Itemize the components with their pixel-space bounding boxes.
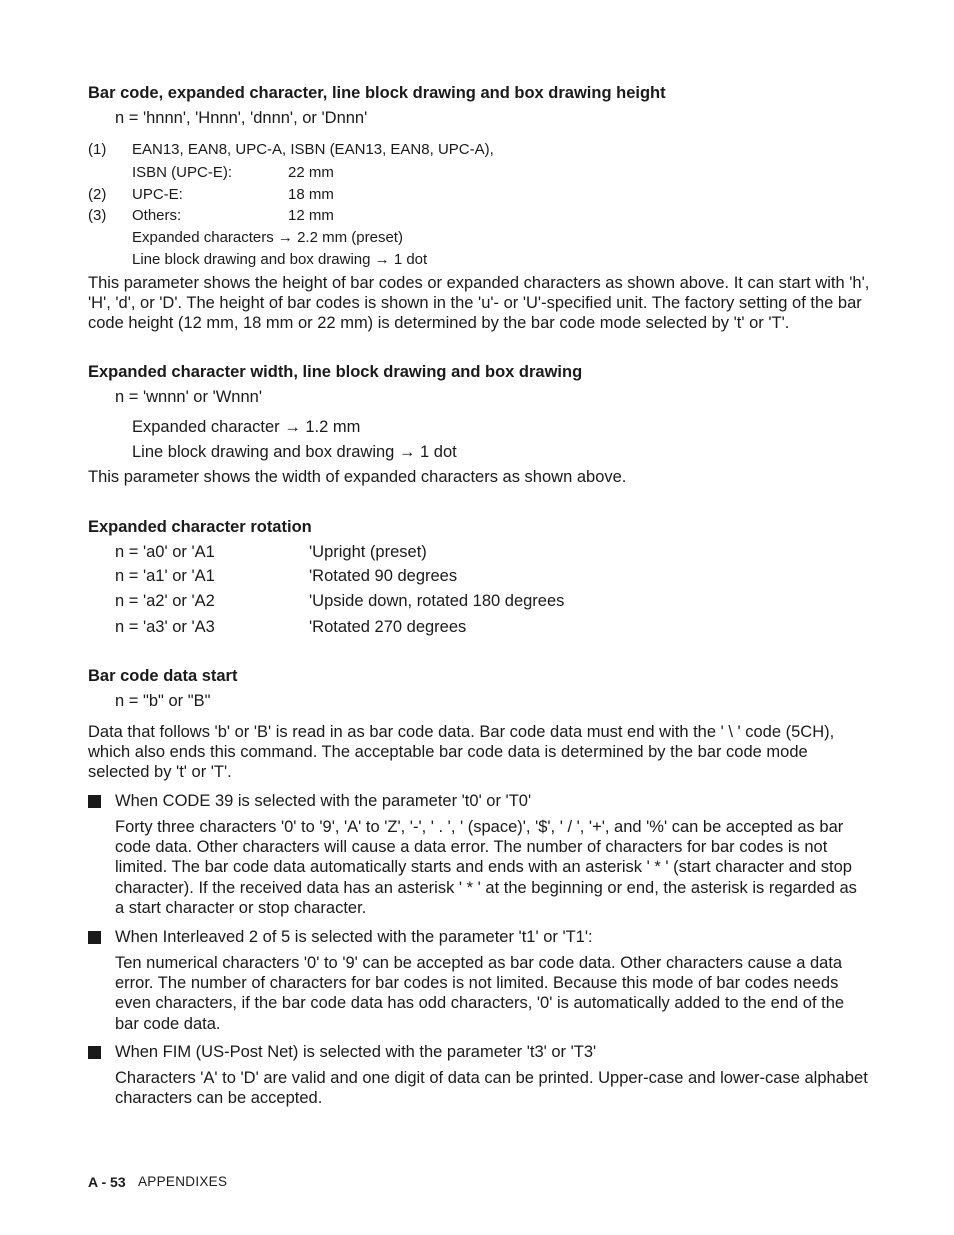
data-start-description: Data that follows 'b' or 'B' is read in as bar code data. Bar code data must end with the ' \ ' code (5CH), which also ends this command. The acceptable bar code data is determined by the bar code mode selected by 't' or 'T'. [88, 723, 835, 782]
rotation-desc: 'Rotated 270 degrees [309, 618, 467, 636]
width-description: This parameter shows the width of expanded characters as shown above. [88, 468, 627, 486]
height-description: This parameter shows the height of bar codes or expanded characters as shown above. It can start with 'h', 'H', 'd', or 'D'. The height of bar codes is shown in the 'u'- or 'U'-specified unit. The factory setting of the bar code height (12 mm, 18 mm or 22 mm) is determined by the bar code mode selected by 't' or 'T'. [88, 274, 870, 333]
item-label: EAN13, EAN8, UPC-A, ISBN (EAN13, EAN8, UPC-A), [132, 141, 494, 158]
square-bullet-icon [88, 931, 101, 944]
n-syntax-width: n = 'wnnn' or 'Wnnn' [115, 388, 262, 406]
item-number: (3) [88, 207, 107, 224]
line-width-note: Line block drawing and box drawing → 1 dot [132, 443, 457, 461]
n-syntax-height: n = 'hnnn', 'Hnnn', 'dnnn', or 'Dnnn' [115, 109, 368, 127]
bullet-body-interleaved: Ten numerical characters '0' to '9' can be accepted as bar code data. Other characters cause a data error. The number of characters for bar codes is not limited. Because this mode of bar codes needs even characters, if the bar code data has odd characters, '0' is automatically added to the end of the bar code data. [115, 954, 845, 1033]
rotation-desc: 'Upright (preset) [309, 543, 427, 561]
rotation-n: n = 'a0' or 'A1 [115, 543, 215, 561]
bullet-title-code39: When CODE 39 is selected with the parameter 't0' or 'T0' [115, 792, 532, 810]
section-heading-height: Bar code, expanded character, line block drawing and box drawing height [88, 84, 666, 102]
bullet-title-fim: When FIM (US-Post Net) is selected with the parameter 't3' or 'T3' [115, 1043, 597, 1061]
n-syntax-data-start: n = "b" or "B" [115, 692, 211, 710]
line-block-note: Line block drawing and box drawing → 1 dot [132, 251, 428, 268]
item-number: (2) [88, 186, 107, 203]
item-label: ISBN (UPC-E): [132, 164, 233, 181]
item-label: Others: [132, 207, 182, 224]
bullet-title-interleaved: When Interleaved 2 of 5 is selected with the parameter 't1' or 'T1': [115, 928, 593, 946]
section-heading-data-start: Bar code data start [88, 667, 238, 685]
bullet-body-code39: Forty three characters '0' to '9', 'A' to 'Z', '-', ' . ', ' (space)', '$', ' / ', '+', and '%' can be accepted as bar code data. Other characters will cause a data error. The number of characters for bar codes is not limited. The bar code data automatically starts and ends with an asterisk ' * ' (start character and stop character). If the received data has an asterisk ' * ' at the beginning or end, the asterisk is regarded as a start character or stop character. [115, 818, 857, 917]
rotation-n: n = 'a2' or 'A2 [115, 592, 215, 610]
rotation-n: n = 'a1' or 'A1 [115, 567, 215, 585]
rotation-desc: 'Upside down, rotated 180 degrees [309, 592, 565, 610]
item-value: 22 mm [288, 164, 334, 181]
expanded-characters-note: Expanded characters → 2.2 mm (preset) [132, 229, 403, 246]
square-bullet-icon [88, 1046, 101, 1059]
section-name: APPENDIXES [138, 1174, 228, 1189]
rotation-n: n = 'a3' or 'A3 [115, 618, 215, 636]
item-value: 18 mm [288, 186, 334, 203]
item-value: 12 mm [288, 207, 334, 224]
expanded-width-note: Expanded character → 1.2 mm [132, 418, 361, 436]
section-heading-rotation: Expanded character rotation [88, 518, 312, 536]
square-bullet-icon [88, 795, 101, 808]
section-heading-width: Expanded character width, line block drawing and box drawing [88, 363, 583, 381]
page-number: A - 53 [88, 1174, 126, 1190]
rotation-desc: 'Rotated 90 degrees [309, 567, 458, 585]
item-number: (1) [88, 141, 107, 158]
bullet-body-fim: Characters 'A' to 'D' are valid and one digit of data can be printed. Upper-case and lower-case alphabet characters can be accepted. [115, 1069, 868, 1108]
item-label: UPC-E: [132, 186, 183, 203]
